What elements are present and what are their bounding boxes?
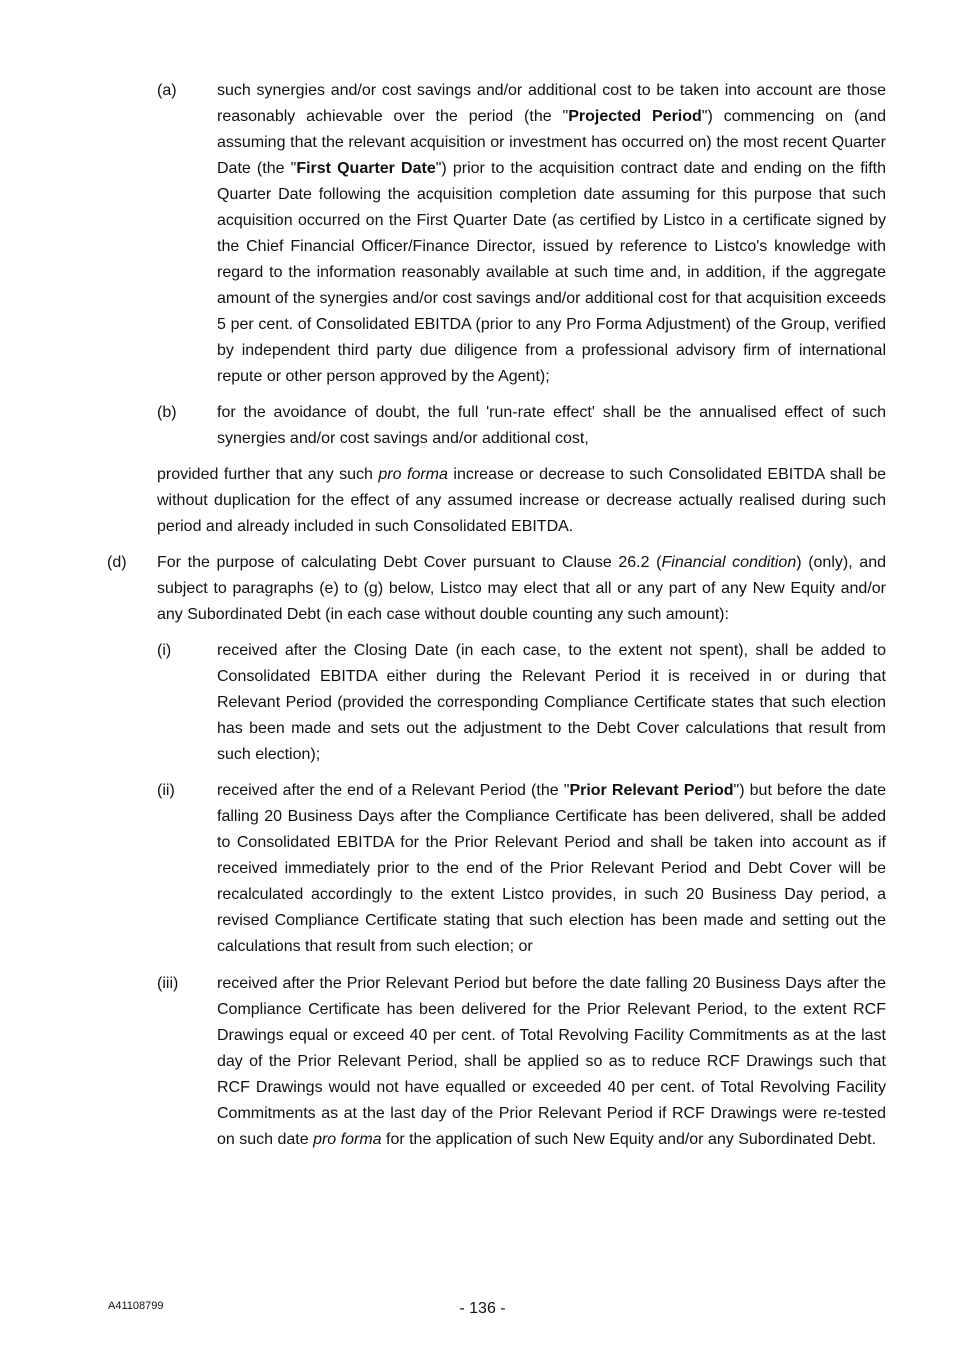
text-run: for the application of such New Equity and/or any Subordinated Debt. [381,1131,877,1148]
subclause-label-i: (i) [157,642,172,659]
proviso-paragraph [157,462,886,540]
text-run: received after the Closing Date (in each case, to the extent not spent), shall be added to Consolidated EBITDA either during the Relevant Period it is received in or during that Relevant Period (provided the corresponding Compliance Certificate states that such election has been made and sets out the adjustment to the Debt Cover calculations that result from such election); [217,642,886,763]
clause-d-text [157,550,886,628]
subclause-label-ii: (ii) [157,782,175,799]
subclause-label-iii: (iii) [157,975,179,992]
italic-term: Financial condition [661,554,797,571]
italic-term: pro forma [378,466,448,483]
clause-label-d: (d) [107,554,127,571]
document-reference: A41108799 [108,1300,164,1312]
text-run: ) (only), and subject to paragraphs (e) to (g) below, Listco may elect that all or any part of any New Equity and/or any Subordinated Debt (in each case without double counting any such amount): [157,554,887,623]
text-run: ") prior to the acquisition contract date and ending on the fifth Quarter Date following the acquisition completion date assuming for this purpose that such acquisition occurred on the First Quarter Date (as certified by Listco in a certificate signed by the Chief Financial Officer/Finance Director, issued by reference to Listco's knowledge with regard to the information reasonably available at such time and, in addition, if the aggregate amount of the synergies and/or cost savings and/or additional cost for that acquisition exceeds 5 per cent. of Consolidated EBITDA (prior to any Pro Forma Adjustment) of the Group, verified by independent third party due diligence from a professional advisory firm of international repute or other person approved by the Agent); [217,160,887,385]
defined-term: First Quarter Date [296,160,436,177]
page-number: - 136 - [459,1300,506,1317]
text-run: received after the end of a Relevant Period (the " [217,782,570,799]
subclause-iii-text [217,971,886,1153]
defined-term: Projected Period [568,108,702,125]
text-run: For the purpose of calculating Debt Cover pursuant to Clause 26.2 ( [157,554,662,571]
italic-term: pro forma [313,1131,382,1148]
text-run: for the avoidance of doubt, the full 'run-rate effect' shall be the annualised effect of such synergies and/or cost savings and/or additional cost, [217,404,886,447]
defined-term: Prior Relevant Period [569,782,734,799]
clause-label-b: (b) [157,404,177,421]
text-run: provided further that any such [157,466,379,483]
clause-a-text [217,78,886,390]
text-run: such synergies and/or cost savings and/or additional cost to be taken into account are those reasonably achievable over the period (the " [217,82,886,125]
clause-label-a: (a) [157,82,177,99]
clause-b-text [217,400,886,452]
text-run: increase or decrease to such Consolidated EBITDA shall be without duplication for the effect of any assumed increase or decrease actually realised during such period and already included in such Consolidated EBITDA. [157,466,887,535]
text-run: received after the Prior Relevant Period but before the date falling 20 Business Days after the Compliance Certificate has been delivered for the Prior Relevant Period, to the extent RCF Drawings equal or exceed 40 per cent. of Total Revolving Facility Commitments as at the last day of the Prior Relevant Period, shall be applied so as to reduce RCF Drawings such that RCF Drawings would not have equalled or exceeded 40 per cent. of Total Revolving Facility Commitments as at the last day of the Prior Relevant Period if RCF Drawings were re-tested on such date [217,975,886,1148]
text-run: ") but before the date falling 20 Business Days after the Compliance Certificate has been delivered, shall be added to Consolidated EBITDA for the Prior Relevant Period and shall be taken into account as if received immediately prior to the end of the Prior Relevant Period and Debt Cover will be recalculated accordingly to the extent Listco provides, in such 20 Business Day period, a revised Compliance Certificate stating that such election has been made and setting out the calculations that result from such election; or [217,782,887,955]
text-run: ") commencing on (and assuming that the relevant acquisition or investment has occurred on) the most recent Quarter Date (the " [217,108,886,177]
subclause-ii-text [217,778,886,960]
subclause-i-text [217,638,886,768]
